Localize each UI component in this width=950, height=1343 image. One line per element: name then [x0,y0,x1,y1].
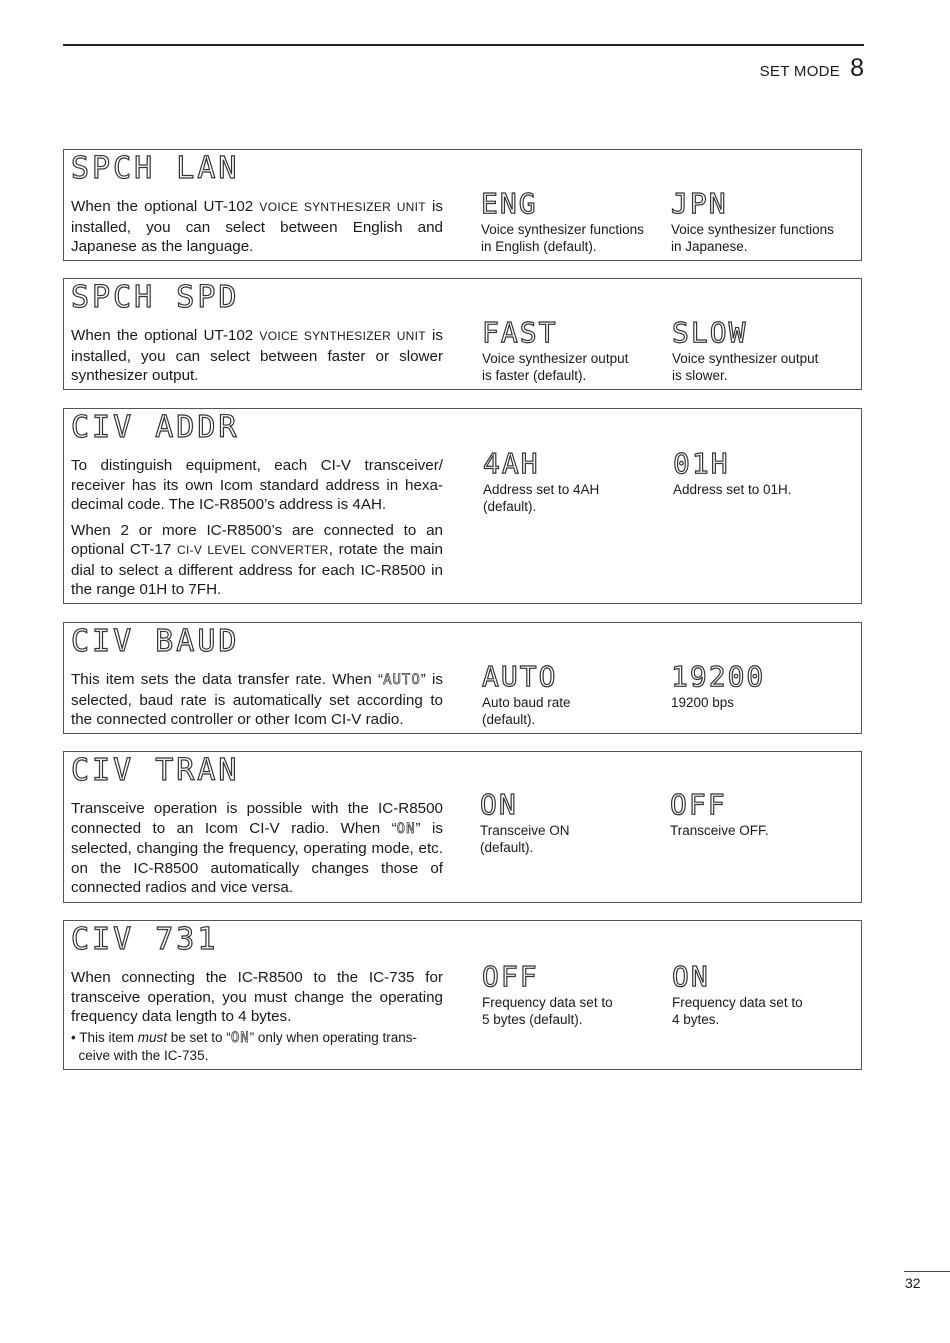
option-eng [481,189,661,255]
item-title: CIV ADDR [71,410,240,445]
option-value: ENG [481,187,538,220]
option-slow [672,318,852,384]
option-01h [673,449,853,498]
option-off [482,962,662,1028]
item-civ-731 [63,920,862,1070]
option-4ah [483,449,663,515]
item-spch-lan [63,149,862,261]
option-value: AUTO [482,660,558,693]
option-value: 01H [673,447,730,480]
item-civ-addr [63,408,862,604]
item-civ-tran [63,751,862,903]
item-description: When the optional UT-102 VOICE SYNTHESIZER UNIT is installed, you can select between English and Japanese as the language. [71,198,444,255]
option-description: Frequency data set to 5 bytes (default). [482,995,613,1027]
option-value: SLOW [672,316,748,349]
page-header [760,54,864,83]
item-description: When the optional UT-102 VOICE SYNTHESIZER UNIT is installed, you can select between faster or slower synthesizer output. [71,327,444,384]
option-value: 19200 [671,660,766,693]
option-19200 [671,662,851,711]
option-description: 19200 bps [671,695,735,710]
top-rule [63,44,864,46]
option-description: Voice synthesizer functions in Japanese. [671,222,834,254]
section-title: SET MODE [759,63,841,80]
option-description: Voice synthesizer functions in English (default). [481,222,644,254]
item-description: Transceive operation is possible with the IC-R8500 connected to an Icom CI-V radio. When “ON” is selected, changing the frequency, operating mode, etc. on the IC-R8500 automatically changes those of connected radios and vice versa. [71,800,443,896]
option-value: ON [672,960,710,993]
option-fast [482,318,662,384]
option-description: Voice synthesizer output is faster (default). [482,351,629,383]
option-description: Address set to 01H. [673,482,792,497]
option-on [480,790,660,856]
option-description: Frequency data set to 4 bytes. [672,995,803,1027]
option-value: JPN [671,187,728,220]
option-description: Auto baud rate (default). [482,695,571,727]
option-jpn [671,189,851,255]
option-value: FAST [482,316,558,349]
item-description: When connecting the IC-R8500 to the IC-735 for transceive operation, you must change the operating frequency data length to 4 bytes. • This item must be set to “ON” only when operating trans- ceive with the IC-735. [71,969,443,1063]
item-spch-spd [63,278,862,390]
option-auto [482,662,662,728]
option-description: Address set to 4AH (default). [483,482,600,514]
item-title: CIV 731 [71,922,219,957]
option-on [672,962,852,1028]
item-title: CIV BAUD [71,624,240,659]
option-description: Transceive ON (default). [480,823,570,855]
section-number: 8 [850,54,864,82]
option-value: OFF [482,960,539,993]
page-number: 32 [905,1275,921,1291]
item-description: This item sets the data transfer rate. When “AUTO” is selected, baud rate is automatically set according to the connected controller or other Icom CI-V radio. [71,671,443,728]
option-off [670,790,850,839]
option-description: Voice synthesizer output is slower. [672,351,819,383]
option-value: 4AH [483,447,540,480]
option-value: ON [480,788,518,821]
item-title: SPCH SPD [71,280,240,315]
item-title: SPCH LAN [71,151,240,186]
option-value: OFF [670,788,727,821]
item-description: To distinguish equipment, each CI-V transceiver/ receiver has its own Icom standard address in hexa-decimal code. The IC-R8500’s address is 4AH. When 2 or more IC-R8500’s are connected to an optional CT-17 CI-V LEVEL CONVERTER, rotate the main dial to select a different address for each IC-R8500 in the range 01H to 7FH. [71,457,443,598]
item-title: CIV TRAN [71,753,240,788]
option-description: Transceive OFF. [670,823,769,838]
item-civ-baud [63,622,862,734]
footer-rule [904,1271,950,1272]
